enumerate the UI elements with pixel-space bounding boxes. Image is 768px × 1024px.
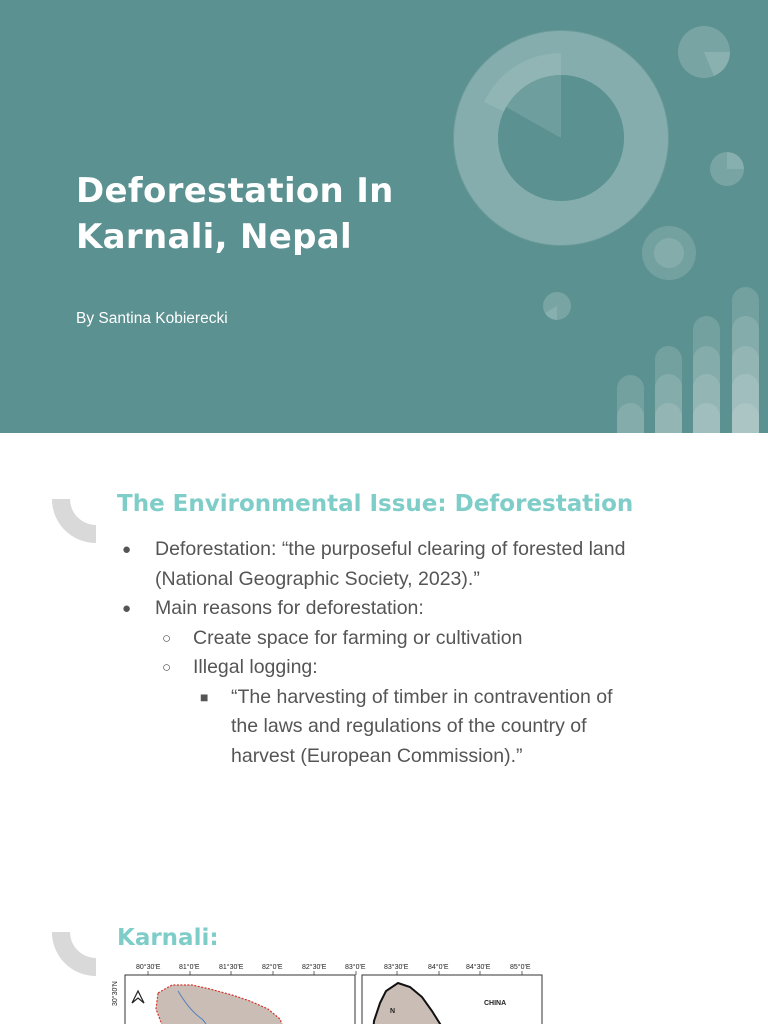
lat-label: 30°30'N bbox=[112, 981, 119, 1006]
bullet-definition-line-1: Deforestation: “the purposeful clearing of forested land bbox=[155, 538, 626, 560]
sub-bullet-marker: ○ bbox=[162, 629, 172, 647]
title-line-1: Deforestation In bbox=[76, 171, 394, 211]
sub-bullet-farming: Create space for farming or cultivation bbox=[193, 626, 523, 649]
karnali-heading: Karnali: bbox=[117, 925, 219, 951]
lon-label: 81°0'E bbox=[179, 964, 200, 971]
small-ring-decoration bbox=[642, 226, 696, 280]
lon-label: 84°0'E bbox=[428, 964, 449, 971]
issue-heading: The Environmental Issue: Deforestation bbox=[117, 491, 634, 517]
karnali-map bbox=[110, 961, 560, 1024]
china-label: CHINA bbox=[484, 1000, 507, 1007]
lon-label: 80°30'E bbox=[136, 964, 161, 971]
nepal-inset-shape bbox=[372, 983, 448, 1024]
lon-label: 83°0'E bbox=[345, 964, 366, 971]
sub-bullet-marker: ○ bbox=[162, 659, 172, 676]
sub-sub-bullet-marker: ■ bbox=[200, 688, 209, 705]
donut-chart-decoration bbox=[453, 30, 669, 246]
small-pie-decoration-top bbox=[678, 26, 730, 78]
lon-label: 85°0'E bbox=[510, 964, 531, 971]
bullet-definition-line-2: (National Geographic Society, 2023).” bbox=[155, 567, 480, 590]
lon-label: 81°30'E bbox=[219, 964, 244, 971]
karnali-slide bbox=[0, 873, 768, 1024]
sub-bullet-illegal-logging: Illegal logging: bbox=[193, 656, 318, 678]
bar-chart-decoration bbox=[617, 287, 759, 433]
bullet-reasons: Main reasons for deforestation: bbox=[155, 597, 424, 619]
corner-arc-decoration bbox=[52, 499, 96, 543]
longitude-labels bbox=[136, 963, 531, 971]
lon-ticks bbox=[148, 971, 522, 975]
presentation-title bbox=[76, 168, 456, 260]
lon-label: 82°30'E bbox=[302, 964, 327, 971]
bullet-marker: ● bbox=[122, 541, 132, 558]
karnali-region-shape bbox=[156, 985, 286, 1024]
quote-line-1: “The harvesting of timber in contravention of bbox=[231, 685, 613, 708]
author-byline: By Santina Kobierecki bbox=[76, 310, 228, 327]
corner-arc-decoration bbox=[52, 932, 96, 976]
north-arrow-icon bbox=[132, 991, 144, 1003]
quote-line-3: harvest (European Commission).” bbox=[231, 744, 523, 767]
issue-slide bbox=[0, 433, 768, 873]
lon-label: 83°30'E bbox=[384, 964, 409, 971]
tiny-pie-decoration bbox=[543, 292, 571, 320]
small-pie-decoration-mid bbox=[710, 152, 744, 186]
title-line-2: Karnali, Nepal bbox=[76, 217, 352, 257]
quote-line-2: the laws and regulations of the country of bbox=[231, 715, 587, 737]
lon-label: 84°30'E bbox=[466, 964, 491, 971]
north-label: N bbox=[390, 1008, 396, 1015]
title-slide bbox=[0, 0, 768, 433]
lon-label: 82°0'E bbox=[262, 964, 283, 971]
bullet-marker: ● bbox=[122, 600, 132, 617]
